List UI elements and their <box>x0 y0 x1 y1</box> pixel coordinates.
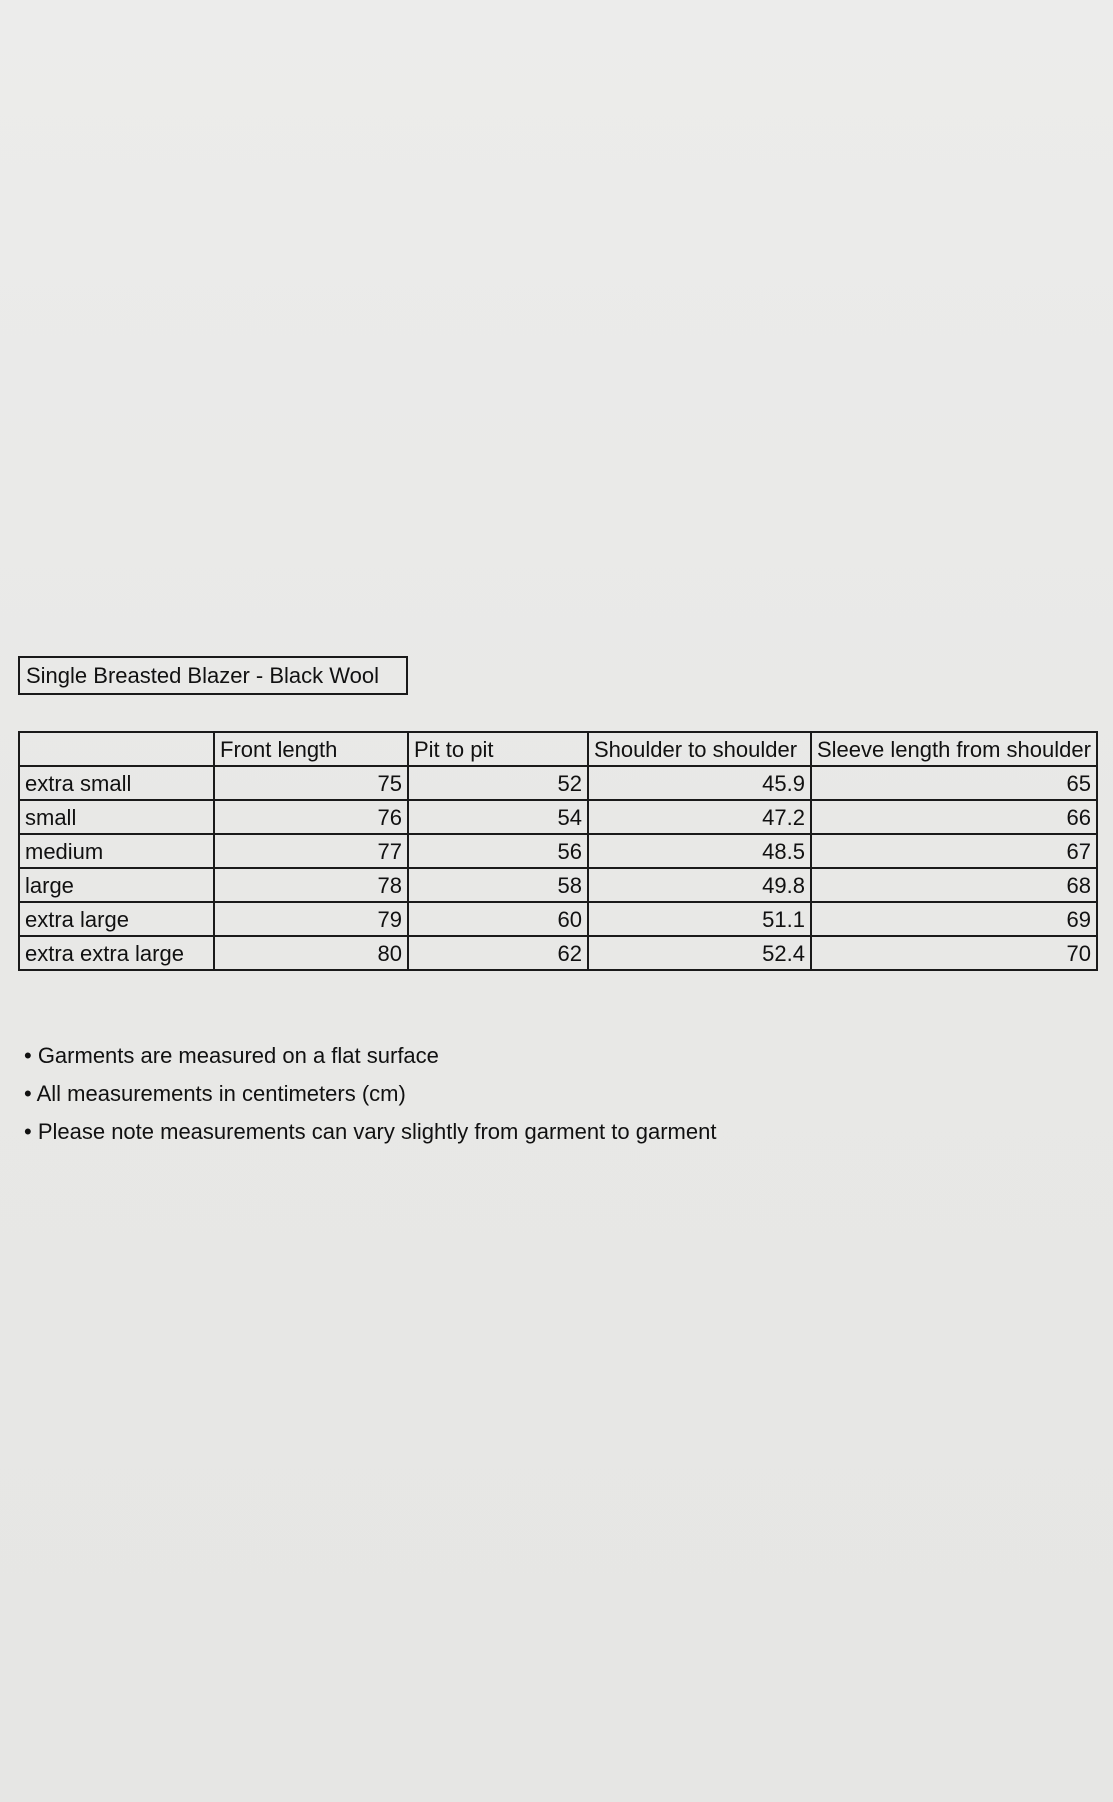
table-cell: 48.5 <box>588 834 811 868</box>
table-header-row <box>19 732 1097 766</box>
header-cell: Pit to pit <box>408 732 588 766</box>
table-cell: 52 <box>408 766 588 800</box>
measurement-notes <box>24 1040 716 1154</box>
table-cell: 49.8 <box>588 868 811 902</box>
table-row <box>19 834 1097 868</box>
table-cell: 70 <box>811 936 1097 970</box>
table-cell: 76 <box>214 800 408 834</box>
table-cell: 77 <box>214 834 408 868</box>
product-title: Single Breasted Blazer - Black Wool <box>18 656 408 695</box>
header-cell: Front length <box>214 732 408 766</box>
table-row <box>19 902 1097 936</box>
table-cell: 58 <box>408 868 588 902</box>
table-cell: 65 <box>811 766 1097 800</box>
note-item: • Garments are measured on a flat surface <box>24 1043 439 1068</box>
header-cell: Sleeve length from shoulder <box>811 732 1097 766</box>
table-cell: 54 <box>408 800 588 834</box>
size-label-cell: extra small <box>19 766 214 800</box>
table-cell: 47.2 <box>588 800 811 834</box>
header-cell <box>19 732 214 766</box>
size-label-cell: small <box>19 800 214 834</box>
table-cell: 56 <box>408 834 588 868</box>
table-cell: 69 <box>811 902 1097 936</box>
table-cell: 66 <box>811 800 1097 834</box>
header-cell: Shoulder to shoulder <box>588 732 811 766</box>
note-item: • Please note measurements can vary slightly from garment to garment <box>24 1119 717 1144</box>
table-row <box>19 936 1097 970</box>
size-label-cell: extra large <box>19 902 214 936</box>
table-cell: 79 <box>214 902 408 936</box>
table-cell: 45.9 <box>588 766 811 800</box>
size-label-cell: large <box>19 868 214 902</box>
table-cell: 68 <box>811 868 1097 902</box>
note-item: • All measurements in centimeters (cm) <box>24 1081 406 1106</box>
table-cell: 75 <box>214 766 408 800</box>
size-chart-table <box>18 731 1098 971</box>
table-cell: 60 <box>408 902 588 936</box>
table-row <box>19 868 1097 902</box>
table-row <box>19 766 1097 800</box>
table-row <box>19 800 1097 834</box>
table-cell: 62 <box>408 936 588 970</box>
table-cell: 52.4 <box>588 936 811 970</box>
table-cell: 78 <box>214 868 408 902</box>
table-cell: 80 <box>214 936 408 970</box>
table-cell: 67 <box>811 834 1097 868</box>
size-label-cell: extra extra large <box>19 936 214 970</box>
table-cell: 51.1 <box>588 902 811 936</box>
size-label-cell: medium <box>19 834 214 868</box>
